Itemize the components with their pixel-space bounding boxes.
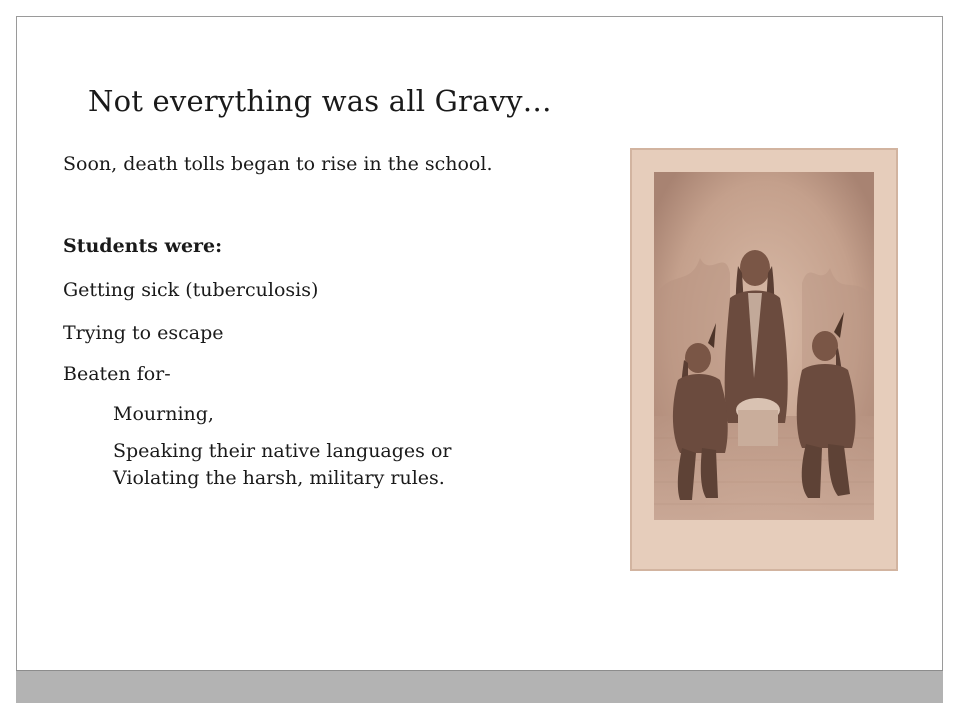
- sub-item-mourning: Mourning,: [113, 403, 214, 425]
- sepia-portrait-photo-icon: [630, 148, 898, 571]
- sub-item-languages: Speaking their native languages or: [113, 440, 452, 462]
- footer-bar: [16, 670, 943, 703]
- intro-line: Soon, death tolls began to rise in the school.: [63, 153, 493, 175]
- slide-title: Not everything was all Gravy…: [88, 84, 552, 118]
- sub-item-rules: Violating the harsh, military rules.: [113, 467, 445, 489]
- historical-photo: [630, 148, 898, 571]
- list-item-beaten: Beaten for-: [63, 363, 171, 385]
- list-item-sick: Getting sick (tuberculosis): [63, 279, 319, 301]
- students-heading: Students were:: [63, 235, 223, 257]
- list-item-escape: Trying to escape: [63, 322, 224, 344]
